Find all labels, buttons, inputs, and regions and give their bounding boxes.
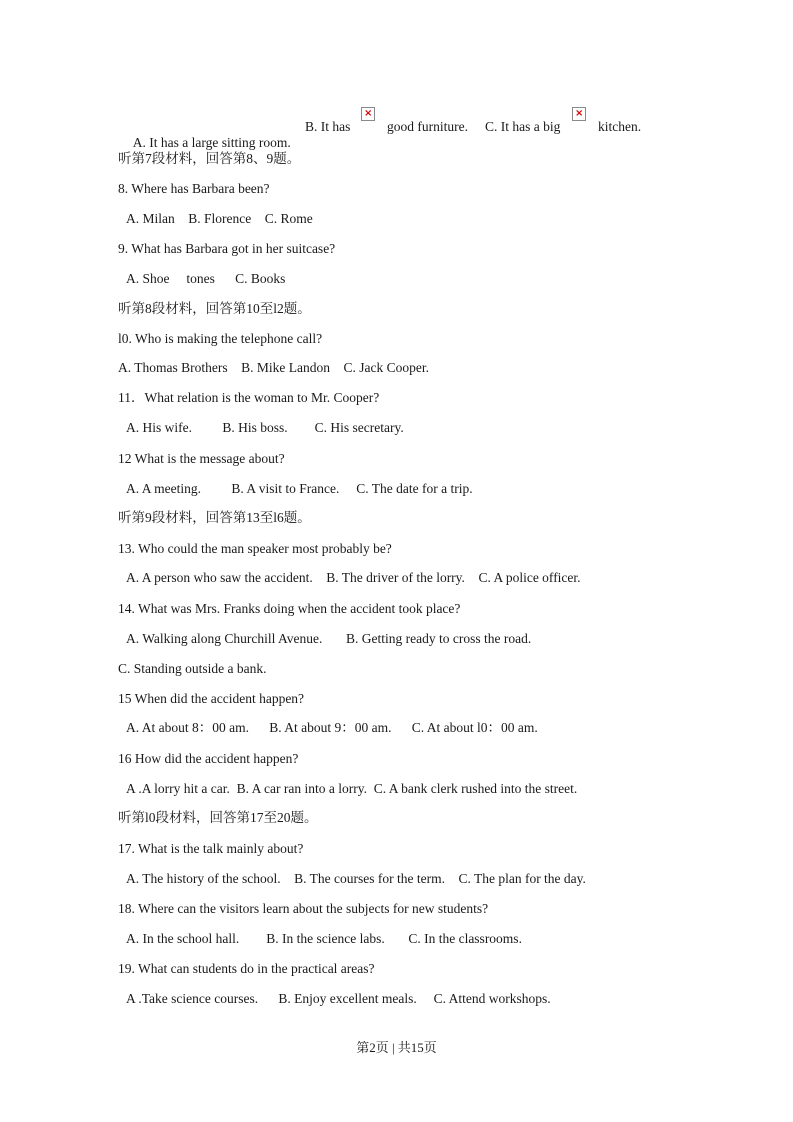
option-c: C. A bank clerk rushed into the street. (373, 781, 578, 796)
option-b: tones (186, 271, 215, 286)
option-c: C. The plan for the day. (458, 871, 586, 886)
option-b: B. In the science labs. (266, 931, 385, 946)
options (126, 781, 577, 797)
option-b: B. The courses for the term. (294, 871, 445, 886)
section-header: 听第8段材料，回答第10至l2题。 (118, 301, 311, 316)
option-b: B. The driver of the lorry. (326, 570, 465, 585)
option-a: A. Milan (126, 211, 175, 226)
option-a: A. A meeting. (126, 481, 201, 496)
option-a: A. A person who saw the accident. (126, 570, 313, 585)
broken-image-icon: × (572, 107, 586, 121)
question: 15 When did the accident happen? (118, 691, 305, 706)
broken-image-icon: × (361, 107, 375, 121)
q7-option-a: A. It has a large sitting room. (132, 135, 291, 150)
option-a: A. In the school hall. (126, 931, 240, 946)
question: 14. What was Mrs. Franks doing when the accident took place? (118, 601, 461, 616)
page-footer: 第2页 | 共15页 (356, 1040, 437, 1055)
section-header: 听第9段材料，回答第13至l6题。 (118, 510, 311, 525)
question: 12 What is the message about? (118, 451, 285, 466)
question: 19. What can students do in the practical areas? (118, 961, 375, 976)
option-a: A .A lorry hit a car. (126, 781, 230, 796)
option-b: B. Florence (188, 211, 252, 226)
option-c: C. His secretary. (314, 420, 404, 435)
option-c: C. At about l0：00 am. (411, 720, 538, 735)
options (126, 271, 285, 287)
option-b: B. Enjoy excellent meals. (278, 991, 417, 1006)
option-c: C. In the classrooms. (408, 931, 522, 946)
option-a: A. The history of the school. (126, 871, 281, 886)
option-a: A. Thomas Brothers (118, 360, 228, 375)
options (118, 360, 429, 376)
option-b: B. A car ran into a lorry. (236, 781, 367, 796)
question: 16 How did the accident happen? (118, 751, 299, 766)
option-a: A. Shoe (126, 271, 170, 286)
options (126, 631, 531, 647)
q7-option-c-post: kitchen. (598, 119, 642, 134)
options (126, 570, 581, 586)
option-b: B. Getting ready to cross the road. (346, 631, 532, 646)
question: 11．What relation is the woman to Mr. Cooper? (118, 390, 380, 405)
question: 8. Where has Barbara been? (118, 181, 270, 196)
q7-options (126, 119, 291, 151)
options (126, 871, 586, 887)
option-c: C. Rome (264, 211, 313, 226)
option-c: C. Jack Cooper. (343, 360, 429, 375)
q7-option-c-pre: C. It has a big (485, 119, 561, 134)
option-b: B. Mike Landon (241, 360, 330, 375)
option-a: A. His wife. (126, 420, 192, 435)
options (126, 720, 538, 736)
option-b: B. A visit to France. (231, 481, 340, 496)
option-b: B. At about 9：00 am. (269, 720, 392, 735)
q7-option-b-pre: B. It has (305, 119, 351, 134)
section-header: 听第l0段材料，回答第17至20题。 (118, 810, 318, 825)
options (126, 481, 473, 497)
q7-option-b-post: good furniture. (387, 119, 468, 134)
question: 18. Where can the visitors learn about the subjects for new students? (118, 901, 489, 916)
section-header: 听第7段材料，回答第8、9题。 (118, 151, 301, 166)
option-c: C. Attend workshops. (433, 991, 551, 1006)
option-c: C. The date for a trip. (356, 481, 473, 496)
option-c: C. Books (235, 271, 286, 286)
option-a: A. At about 8：00 am. (126, 720, 249, 735)
options (126, 931, 522, 947)
question: 9. What has Barbara got in her suitcase? (118, 241, 336, 256)
options (126, 991, 551, 1007)
option-c: C. A police officer. (478, 570, 581, 585)
question: l0. Who is making the telephone call? (118, 331, 323, 346)
options (126, 420, 404, 436)
option-b: B. His boss. (222, 420, 288, 435)
question: 13. Who could the man speaker most probably be? (118, 541, 392, 556)
question: 17. What is the talk mainly about? (118, 841, 304, 856)
options (126, 211, 313, 227)
option-c: C. Standing outside a bank. (118, 661, 267, 676)
option-a: A. Walking along Churchill Avenue. (126, 631, 323, 646)
option-a: A .Take science courses. (126, 991, 259, 1006)
